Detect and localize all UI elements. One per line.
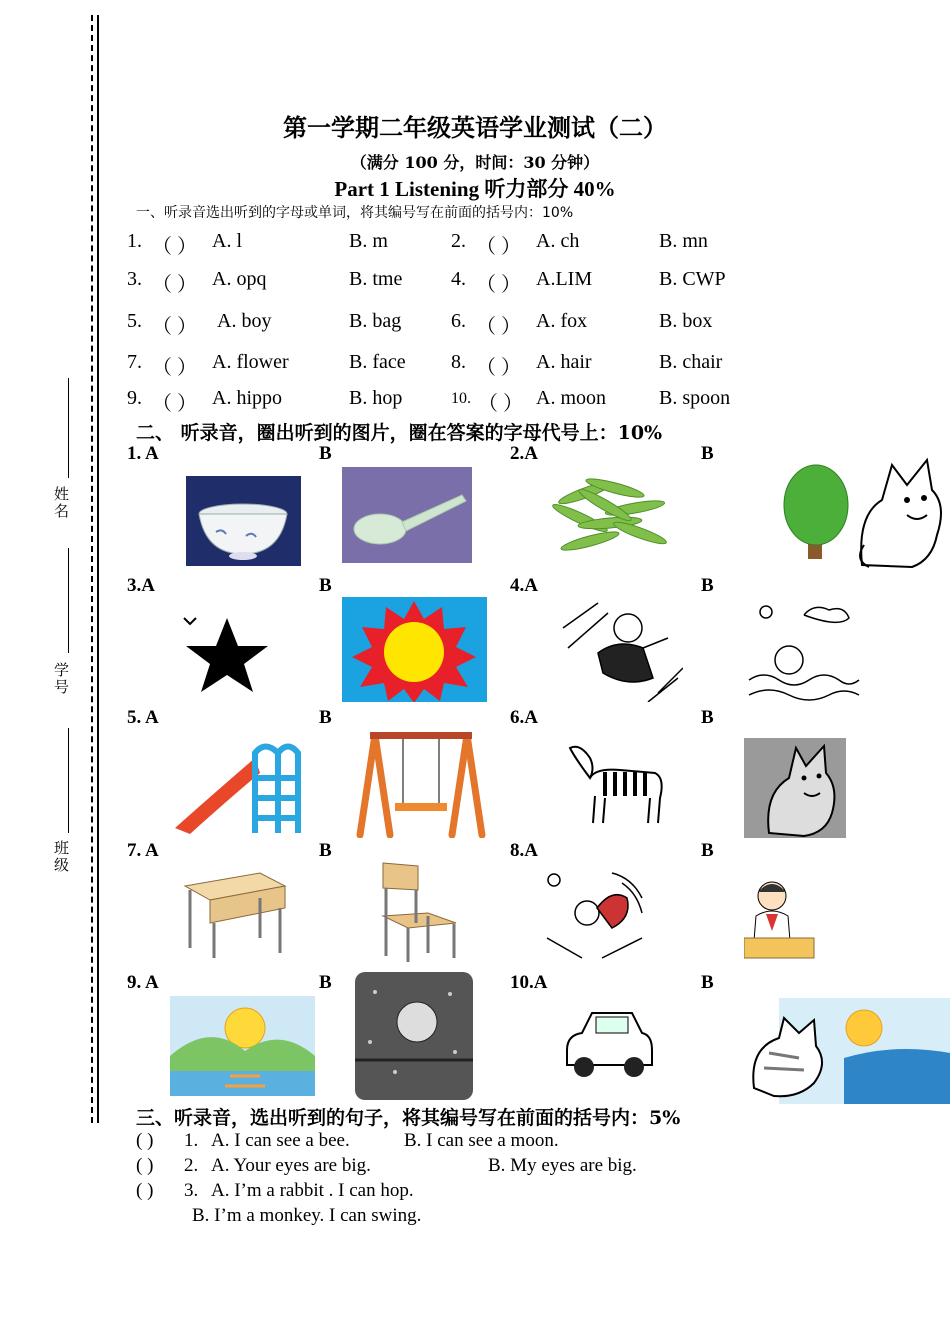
p3-label-b[interactable]: B [319,575,332,596]
s3-q2-option-b: B. My eyes are big. [488,1155,637,1176]
q4-option-a: A.LIM [536,268,593,290]
q7-number: 7. [127,351,142,373]
q6-option-b: B. box [659,310,713,332]
s3-q1-option-a: A. I can see a bee. [211,1130,350,1151]
sunrise-picture [170,996,315,1096]
moon-night-picture [355,972,473,1100]
p7-label-a[interactable]: 7. A [127,840,159,861]
p10-label-b[interactable]: B [701,972,714,993]
bowl-picture [186,476,301,566]
q1-answer-paren[interactable]: （ ） [152,236,197,258]
s3-q3-option-b: B. I’m a monkey. I can swing. [192,1205,422,1226]
p7-label-b[interactable]: B [319,840,332,861]
q2-option-a: A. ch [536,230,580,252]
p8-label-b[interactable]: B [701,840,714,861]
p2-label-b[interactable]: B [701,443,714,464]
q2-answer-paren[interactable]: （ ） [476,236,521,258]
desk-picture [180,868,290,960]
name-label: 姓名 [52,486,70,520]
q2-option-b: B. mn [659,230,708,252]
flying-boy-picture [558,598,683,702]
chair-picture [378,858,460,964]
p10-label-a[interactable]: 10.A [510,972,548,993]
s3-q3-option-a: A. I’m a rabbit . I can hop. [211,1180,414,1201]
id-blank-line [68,548,69,653]
star-picture [180,612,275,694]
p6-label-b[interactable]: B [701,707,714,728]
q4-number: 4. [451,268,466,290]
q10-answer-paren[interactable]: （ ） [478,393,523,415]
section3-instruction: 三、听录音，选出听到的句子，将其编号写在前面的括号内：5% [136,1107,681,1129]
part-heading: Part 1 Listening 听力部分 40% [334,177,616,201]
flying-girl-picture [542,868,646,960]
p1-label-b[interactable]: B [319,443,332,464]
score-time-note: （满分 100 分，时间：30 分钟） [350,153,600,172]
p4-label-a[interactable]: 4.A [510,575,538,596]
q4-answer-paren[interactable]: （ ） [476,274,521,296]
section2-instruction: 二、 听录音，圈出听到的图片，圈在答案的字母代号上：10% [136,422,663,444]
p4-label-b[interactable]: B [701,575,714,596]
q5-option-b: B. bag [349,310,402,332]
q6-option-a: A. fox [536,310,588,332]
q10-option-b: B. spoon [659,387,731,409]
student-id-label: 学号 [52,662,70,696]
p5-label-b[interactable]: B [319,707,332,728]
q7-option-a: A. flower [212,351,289,373]
q1-number: 1. [127,230,142,252]
p8-label-a[interactable]: 8.A [510,840,538,861]
s3-q2-option-a: A. Your eyes are big. [211,1155,371,1176]
car-picture [562,1005,654,1081]
s3-q3-number: 3. [184,1180,199,1201]
q9-answer-paren[interactable]: （ ） [152,393,197,415]
spoon-picture [342,467,472,563]
swing-picture [355,730,487,838]
q8-option-b: B. chair [659,351,723,373]
q7-answer-paren[interactable]: （ ） [152,357,197,379]
p9-label-a[interactable]: 9. A [127,972,159,993]
p5-label-a[interactable]: 5. A [127,707,159,728]
q6-answer-paren[interactable]: （ ） [476,316,521,338]
slide-picture [170,738,302,838]
s3-q3-answer-paren[interactable]: ( ) [136,1180,154,1201]
s3-q2-answer-paren[interactable]: ( ) [136,1155,154,1176]
beans-picture [545,463,673,555]
q4-option-b: B. CWP [659,268,726,290]
tree-and-fox-picture [772,445,948,575]
p3-label-a[interactable]: 3.A [127,575,155,596]
q5-option-a: A. boy [217,310,272,332]
p1-label-a[interactable]: 1. A [127,443,159,464]
q5-number: 5. [127,310,142,332]
q3-answer-paren[interactable]: （ ） [152,274,197,296]
q3-option-b: B. tme [349,268,403,290]
s3-q1-answer-paren[interactable]: ( ) [136,1130,154,1151]
q1-option-b: B. m [349,230,388,252]
p9-label-b[interactable]: B [319,972,332,993]
s3-q1-number: 1. [184,1130,199,1151]
q3-option-a: A. opq [212,268,267,290]
q1-option-a: A. l [212,230,242,252]
q5-answer-paren[interactable]: （ ） [152,316,197,338]
p6-label-a[interactable]: 6.A [510,707,538,728]
class-blank-line [68,728,69,833]
q7-option-b: B. face [349,351,406,373]
fox-picture [744,738,846,838]
q10-number: 10. [451,390,471,407]
class-label: 班级 [52,840,70,874]
q6-number: 6. [451,310,466,332]
q8-answer-paren[interactable]: （ ） [476,357,521,379]
s3-q2-number: 2. [184,1155,199,1176]
q9-option-b: B. hop [349,387,403,409]
q9-option-a: A. hippo [212,387,282,409]
swimming-boy-picture [744,600,860,704]
zebra-picture [560,738,672,830]
sun-picture [342,597,487,702]
section1-instruction: 一、听录音选出听到的字母或单词，将其编号写在前面的括号内：10% [136,205,574,221]
q8-option-a: A. hair [536,351,592,373]
p2-label-a[interactable]: 2.A [510,443,538,464]
name-blank-line [68,378,69,478]
page-title: 第一学期二年级英语学业测试（二） [283,113,667,142]
q2-number: 2. [451,230,466,252]
q8-number: 8. [451,351,466,373]
q10-option-a: A. moon [536,387,606,409]
q3-number: 3. [127,268,142,290]
q9-number: 9. [127,387,142,409]
cat-and-sea-picture [744,998,950,1104]
s3-q1-option-b: B. I can see a moon. [404,1130,559,1151]
teacher-picture [744,876,816,960]
